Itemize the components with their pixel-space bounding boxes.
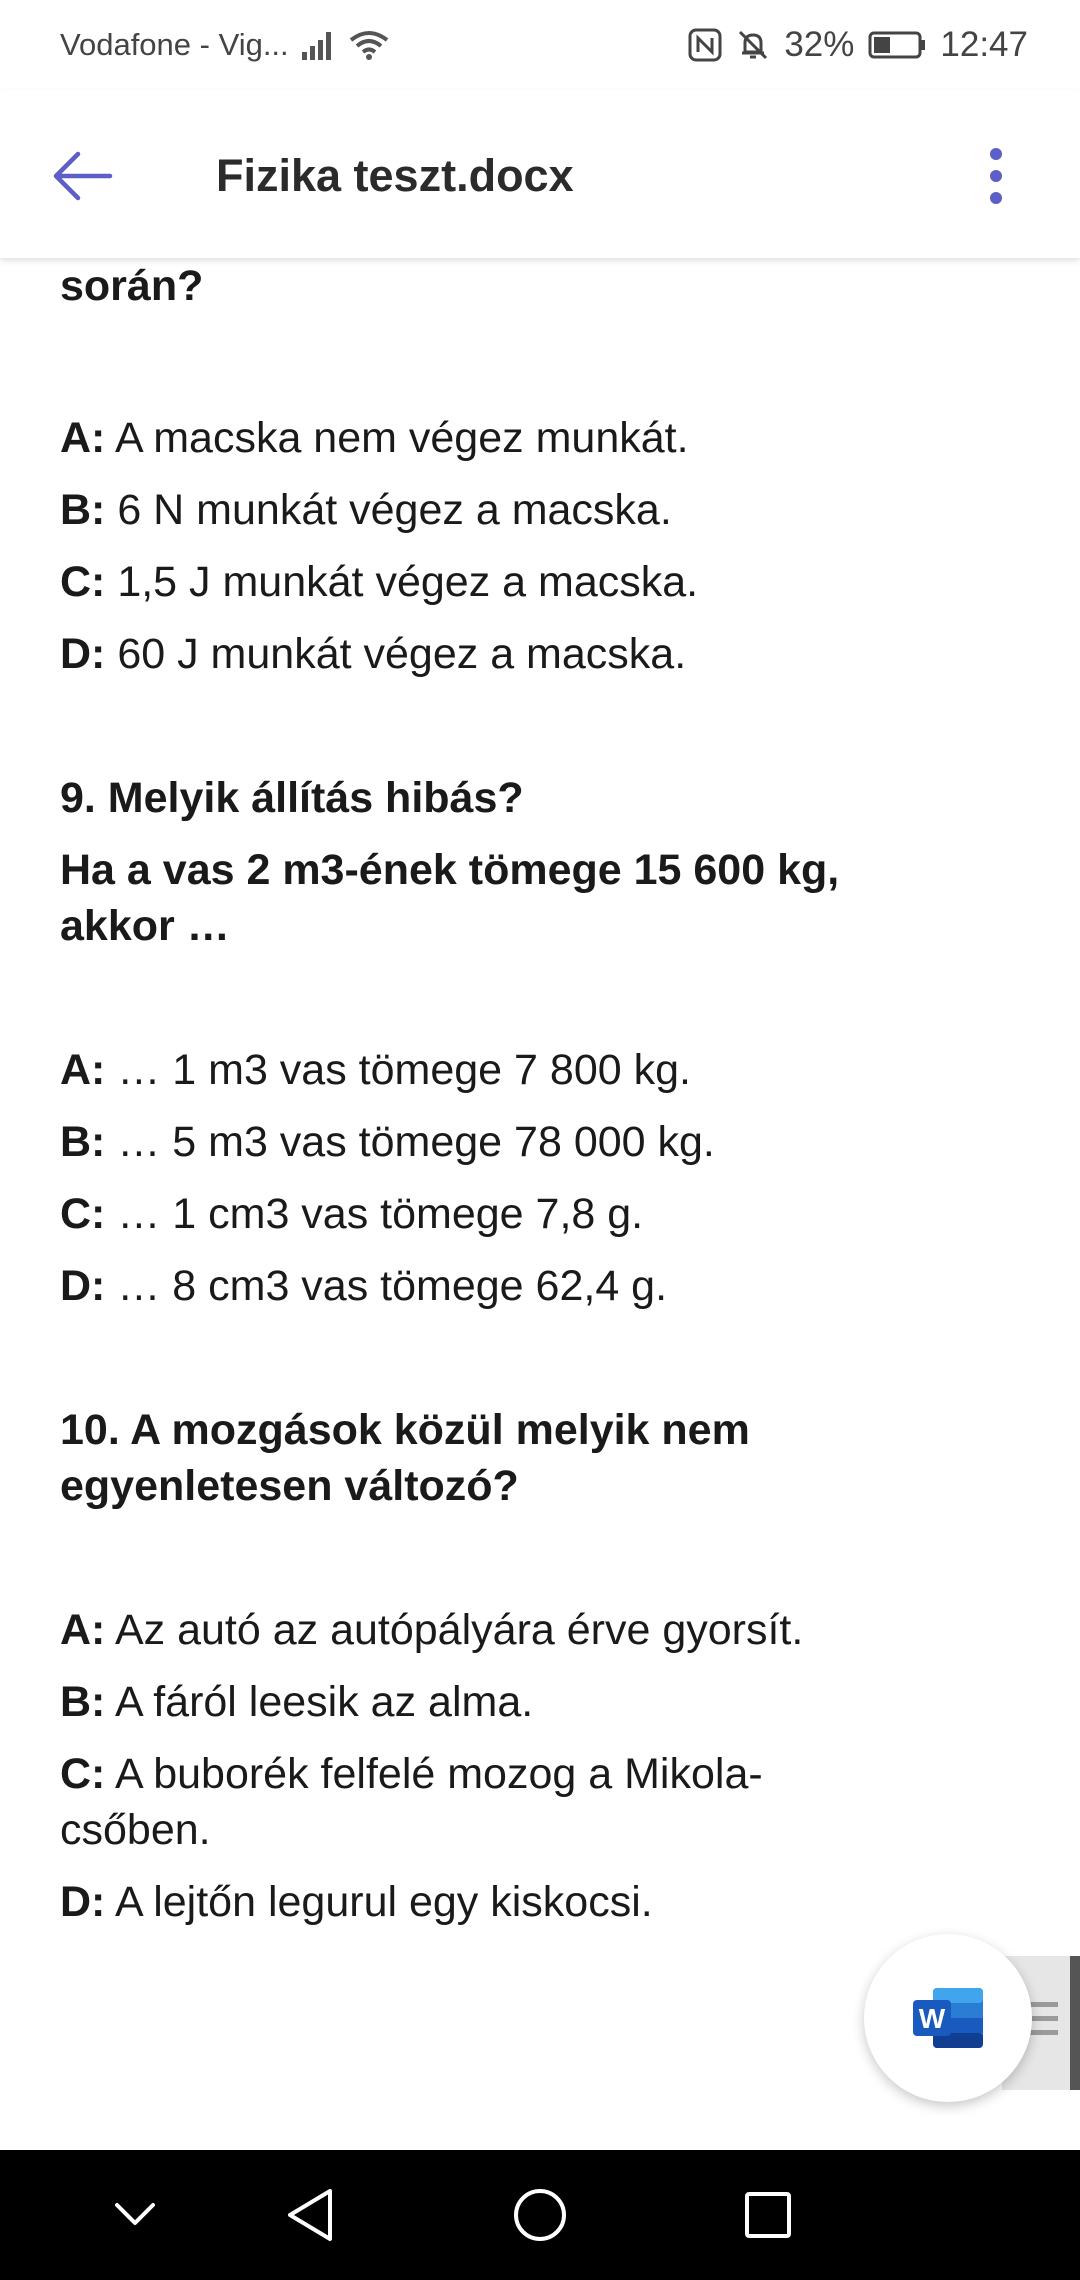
word-letter: W	[918, 2003, 946, 2034]
app-bar	[0, 90, 1080, 258]
option-text: … 1 m3 vas tömege 7 800 kg.	[105, 1046, 691, 1094]
option-text: csőben.	[60, 1806, 211, 1854]
option-text: 1,5 J munkát végez a macska.	[105, 558, 699, 606]
q8-option-c	[60, 554, 698, 610]
q10-option-d	[60, 1874, 653, 1930]
option-letter: A:	[60, 414, 106, 462]
nfc-icon	[688, 28, 722, 62]
q9-option-a	[60, 1042, 691, 1098]
signal-icon	[301, 30, 337, 60]
q9-option-c	[60, 1186, 643, 1242]
option-letter: B:	[60, 486, 106, 534]
q9-option-d	[60, 1258, 667, 1314]
q8-option-d	[60, 626, 686, 682]
back-triangle-icon	[284, 2187, 336, 2243]
q10-option-c-continued	[60, 1802, 211, 1858]
back-button[interactable]	[48, 142, 116, 210]
option-letter: A:	[60, 1606, 106, 1654]
question-9-subtitle-line-2: akkor …	[60, 902, 230, 950]
carrier-label: Vodafone - Vig...	[60, 27, 289, 62]
navigation-bar	[0, 2150, 1080, 2280]
option-text: 6 N munkát végez a macska.	[105, 486, 672, 534]
option-letter: B:	[60, 1678, 106, 1726]
home-circle-icon	[512, 2187, 568, 2243]
option-letter: D:	[60, 1878, 106, 1926]
option-letter: B:	[60, 1118, 106, 1166]
option-letter: C:	[60, 558, 106, 606]
q10-option-a	[60, 1602, 803, 1658]
q8-option-b	[60, 482, 672, 538]
nav-home-button[interactable]	[500, 2175, 580, 2255]
word-icon	[911, 1986, 985, 2050]
nav-recents-button[interactable]	[728, 2175, 808, 2255]
option-text: 60 J munkát végez a macska.	[105, 630, 687, 678]
option-letter: C:	[60, 1750, 106, 1798]
q10-option-b	[60, 1674, 533, 1730]
option-text: … 5 m3 vas tömege 78 000 kg.	[105, 1118, 715, 1166]
open-in-word-button[interactable]	[864, 1934, 1032, 2102]
document-title: Fizika teszt.docx	[216, 150, 574, 201]
option-text: A macska nem végez munkát.	[105, 414, 689, 462]
option-text: A buborék felfelé mozog a Mikola-	[105, 1750, 763, 1798]
chevron-down-icon	[113, 2201, 157, 2229]
option-text: … 8 cm3 vas tömege 62,4 g.	[105, 1262, 668, 1310]
q8-option-a	[60, 410, 689, 466]
status-bar	[0, 0, 1080, 90]
option-text: Az autó az autópályára érve gyorsít.	[105, 1606, 804, 1654]
q10-option-c	[60, 1746, 763, 1802]
wifi-icon	[349, 30, 389, 60]
question-10-title-line-2: egyenletesen változó?	[60, 1462, 519, 1510]
question-10-title-line-1: 10. A mozgások közül melyik nem	[60, 1406, 750, 1454]
document-viewer[interactable]	[0, 258, 1080, 2150]
option-letter: D:	[60, 630, 106, 678]
option-letter: D:	[60, 1262, 106, 1310]
more-options-button[interactable]	[974, 142, 1018, 210]
q9-option-b	[60, 1114, 715, 1170]
question-8-continuation: során?	[60, 262, 204, 310]
battery-percent: 32%	[784, 25, 855, 64]
hide-nav-button[interactable]	[95, 2175, 175, 2255]
question-9-title: 9. Melyik állítás hibás?	[60, 774, 524, 822]
nav-back-button[interactable]	[270, 2175, 350, 2255]
more-vertical-icon	[988, 148, 1004, 204]
option-text: … 1 cm3 vas tömege 7,8 g.	[105, 1190, 644, 1238]
recents-square-icon	[743, 2190, 793, 2240]
handle-edge	[1070, 1956, 1080, 2090]
option-letter: C:	[60, 1190, 106, 1238]
clock: 12:47	[940, 25, 1028, 64]
option-text: A lejtőn legurul egy kiskocsi.	[105, 1878, 653, 1926]
handle-lines-icon	[1030, 2002, 1058, 2044]
arrow-left-icon	[50, 150, 114, 202]
question-9-subtitle-line-1: Ha a vas 2 m3-ének tömege 15 600 kg,	[60, 846, 840, 894]
battery-icon	[868, 31, 926, 59]
option-text: A fáról leesik az alma.	[105, 1678, 534, 1726]
option-letter: A:	[60, 1046, 106, 1094]
mute-icon	[736, 28, 770, 62]
